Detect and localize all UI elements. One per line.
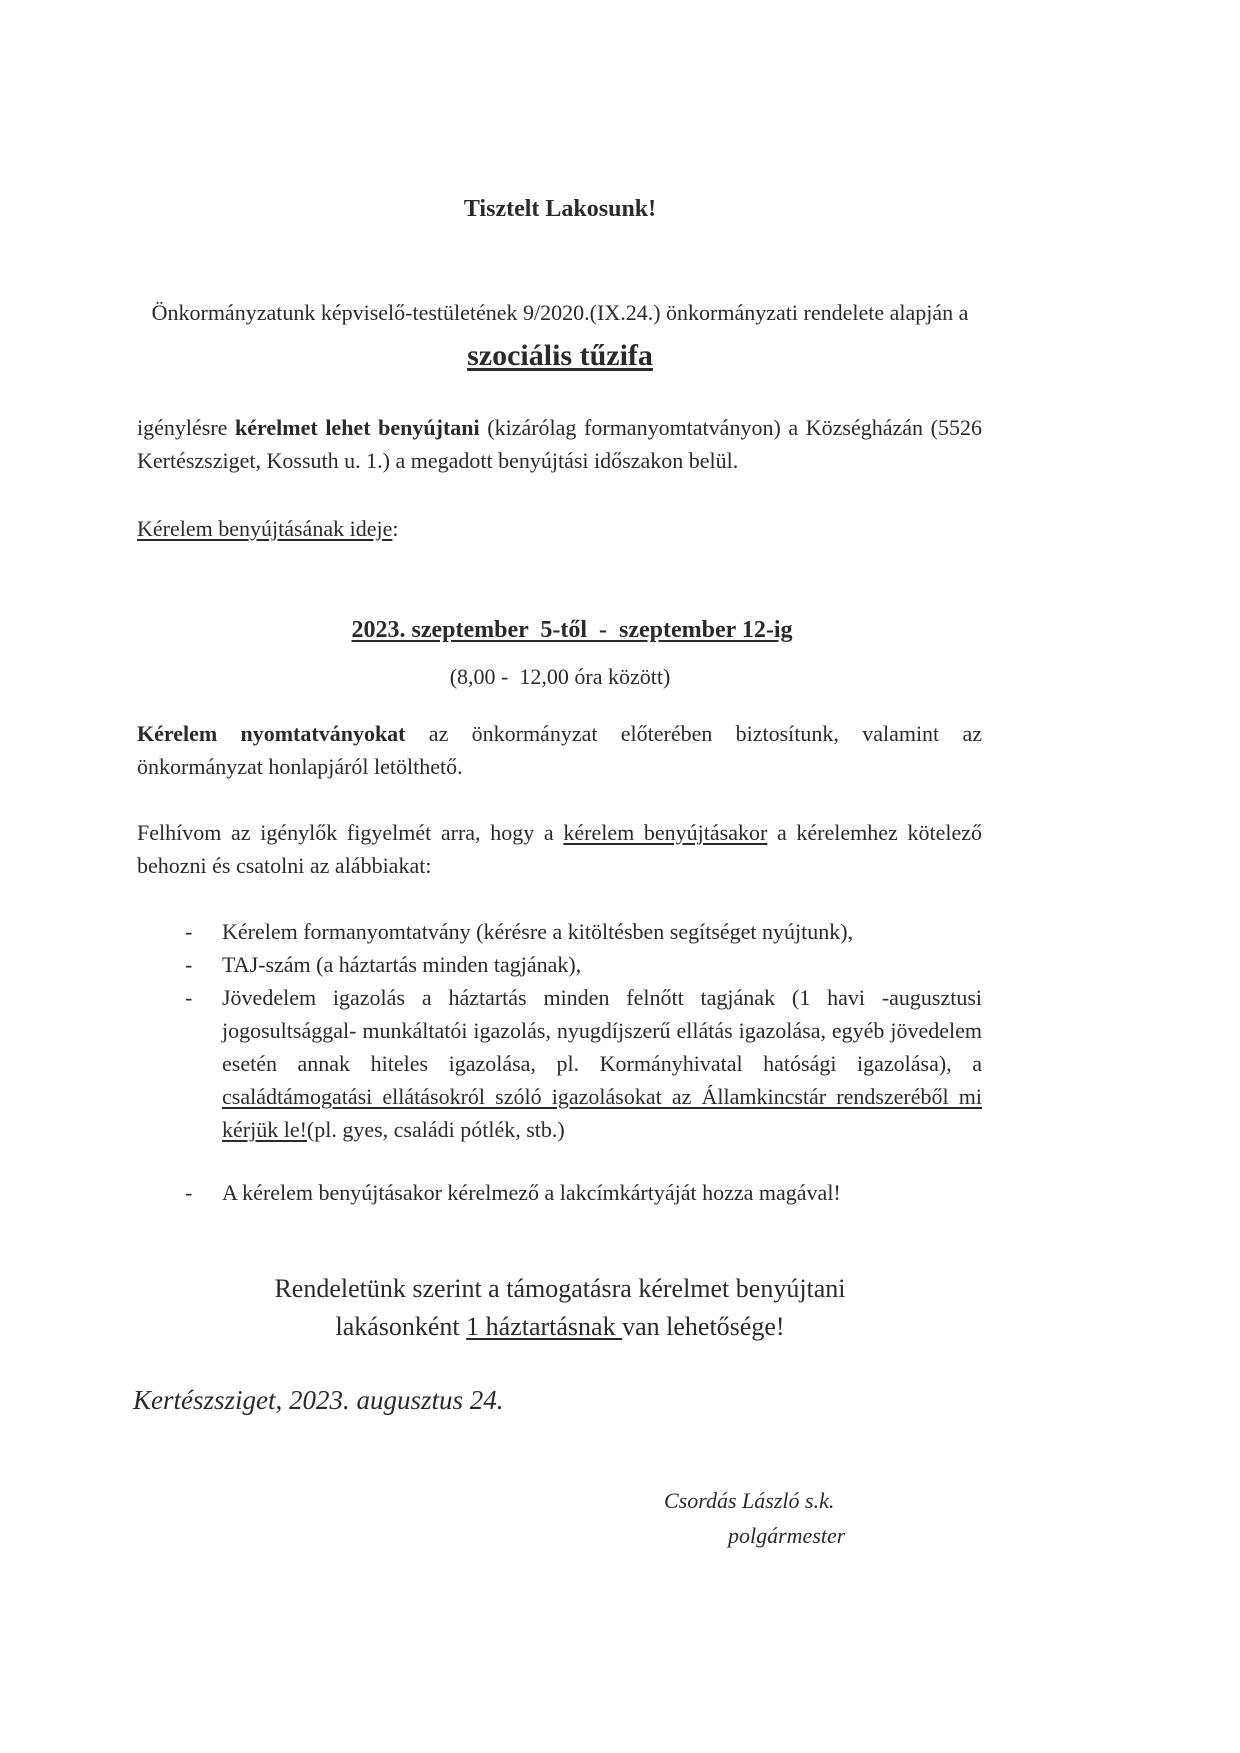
paragraph-attention-line2: behozni és csatolni az alábbiakat:: [137, 853, 432, 878]
bold-fragment: kérelmet lehet benyújtani: [235, 415, 480, 440]
paragraph-forms-line1: [137, 717, 982, 750]
bold-fragment: Kérelem nyomtatványokat: [137, 721, 406, 746]
text-fragment: Felhívom az igénylők figyelmét arra, hogy a: [137, 820, 564, 845]
headline: [0, 336, 1120, 376]
paragraph-submission: [137, 411, 982, 477]
underlined-fragment: kérelem benyújtásakor: [563, 820, 768, 845]
list-item: [152, 981, 982, 1146]
paragraph-submission-line2: Kertészsziget, Kossuth u. 1.) a megadott benyújtási időszakon belül.: [137, 448, 739, 473]
text-fragment: az önkormányzat előterében biztosítunk, valamint az: [405, 721, 982, 746]
greeting-heading: Tisztelt Lakosunk!: [463, 196, 657, 222]
list-item-line: családtámogatási ellátásokról szóló igazolásokat az Államkincstár rendszeréből mi: [222, 1084, 982, 1109]
signature-title: polgármester: [728, 1523, 846, 1548]
list-item: - Kérelem formanyomtatvány (kérésre a kitöltésben segítséget nyújtunk),: [152, 915, 982, 948]
paragraph-submission-line1: [137, 411, 982, 444]
text-fragment: (kizárólag formanyomtatványon) a Községházán (5526: [479, 415, 982, 440]
list-item-line: jogosultsággal- munkáltatói igazolás, nyugdíjszerű ellátás igazolása, egyéb jövedelem: [222, 1018, 982, 1043]
list-item-line: - Jövedelem igazolás a háztartás minden felnőtt tagjának (1 havi -augusztusi: [222, 985, 982, 1010]
period-label-text: Kérelem benyújtásának ideje: [137, 516, 393, 541]
period-dates-text: 2023. szeptember 5-től - szeptember 12-ig: [351, 617, 793, 643]
headline-text: szociális tűzifa: [467, 339, 653, 372]
requirements-list: [152, 915, 982, 1209]
closing-line2: [0, 1308, 1120, 1346]
list-item-line: [222, 1113, 982, 1146]
underlined-fragment: 1 háztartásnak: [466, 1312, 623, 1341]
period-label-colon: :: [392, 516, 399, 541]
list-item: - TAJ-szám (a háztartás minden tagjának),: [152, 948, 982, 981]
paragraph-forms-line2: önkormányzat honlapjáról letölthető.: [137, 754, 463, 779]
intro-text: Önkormányzatunk képviselő-testületének 9/2020.(IX.24.) önkormányzati rendelete alapján a: [151, 300, 969, 325]
text-fragment: a kérelemhez kötelező: [767, 820, 982, 845]
period-label: [137, 512, 398, 545]
signature-name: Csordás László s.k.: [664, 1488, 835, 1513]
text-fragment: (pl. gyes, családi pótlék, stb.): [306, 1117, 565, 1142]
text-fragment: lakásonként: [335, 1312, 467, 1341]
closing-note: [0, 1270, 1120, 1346]
list-item-line: esetén annak hiteles igazolása, pl. Kormányhivatal hatósági igazolása), a: [222, 1051, 982, 1076]
text-fragment: igénylésre: [137, 415, 236, 440]
text-fragment: van lehetősége!: [622, 1312, 785, 1341]
place-date: Kertészsziget, 2023. augusztus 24.: [133, 1385, 504, 1415]
closing-line1: Rendeletünk szerint a támogatásra kérelmet benyújtani: [274, 1274, 846, 1303]
period-hours: (8,00 - 12,00 óra között): [449, 664, 671, 689]
list-item: - A kérelem benyújtásakor kérelmező a lakcímkártyáját hozza magával!: [152, 1176, 982, 1209]
paragraph-forms: [137, 717, 982, 783]
paragraph-attention-line1: [137, 816, 982, 849]
period-dates: [0, 590, 1120, 671]
paragraph-attention: [137, 816, 982, 882]
underlined-fragment: kérjük le!: [222, 1117, 307, 1142]
